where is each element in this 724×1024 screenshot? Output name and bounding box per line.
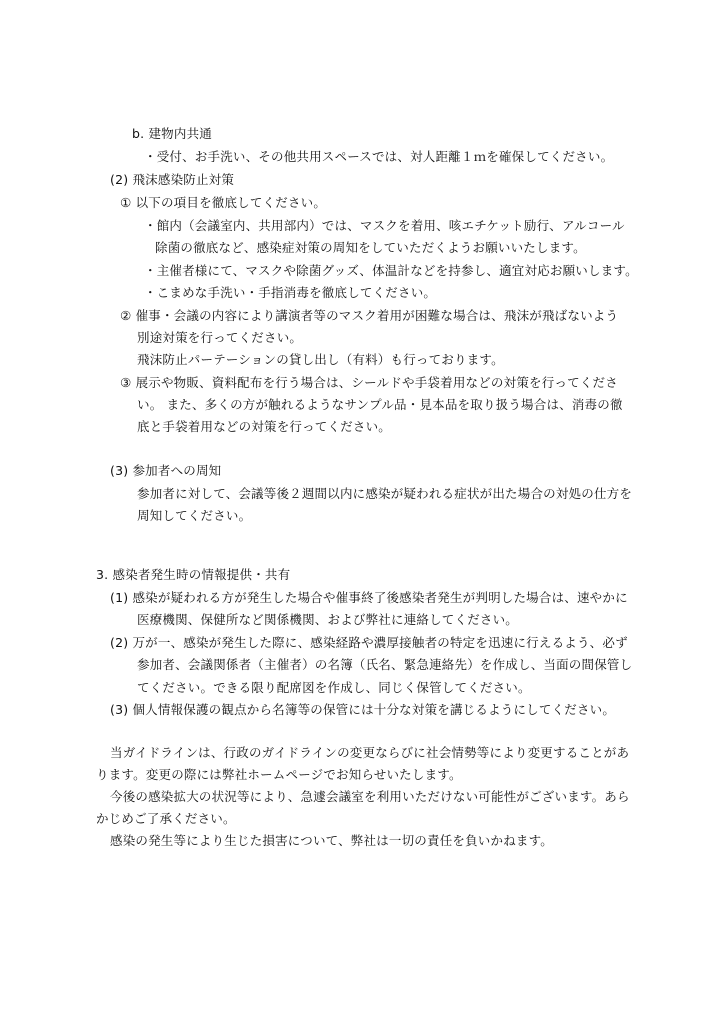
- closing-1-line-1: 当ガイドラインは、行政のガイドラインの変更ならびに社会情勢等により変更することがあ: [110, 745, 630, 760]
- main-3-1-line-2: 医療機関、保健所など関係機関、および弊社に連絡してください。: [137, 612, 519, 627]
- section-3-line-2: 周知してください。: [137, 508, 252, 523]
- section-2-3-line-2: い。 また、多くの方が触れるようなサンプル品・見本品を取り扱う場合は、消毒の徹: [137, 397, 623, 412]
- section-2-2-line-2: 別途対策を行ってください。: [137, 330, 303, 345]
- section-3-heading: (3) 参加者への周知: [110, 463, 222, 478]
- closing-3-line-1: 感染の発生等により生じた損害について、弊社は一切の責任を負いかねます。: [110, 833, 554, 848]
- closing-1-line-2: ります。変更の際には弊社ホームページでお知らせいたします。: [96, 767, 462, 782]
- section-2-heading: (2) 飛沫感染防止対策: [110, 172, 235, 187]
- section-2-1-text: ① 以下の項目を徹底してください。: [120, 195, 327, 210]
- main-3-3-line-1: (3) 個人情報保護の観点から名簿等の保管には十分な対策を講じるようにしてください。: [110, 702, 616, 717]
- section-2-1-bullet-2: ・主催者様にて、マスクや除菌グッズ、体温計などを持参し、適宜対応お願いします。: [144, 263, 638, 278]
- section-3-line-1: 参加者に対して、会議等後２週間以内に感染が疑われる症状が出た場合の対処の仕方を: [137, 486, 633, 501]
- section-2-1-bullet-1-line-1: ・館内（会議室内、共用部内）では、マスクを着用、咳エチケット励行、アルコール: [144, 218, 625, 233]
- main-3-2-line-1: (2) 万が一、感染が発生した際に、感染経路や濃厚接触者の特定を迅速に行えるよう、必ず: [110, 635, 628, 650]
- section-2-2-line-3: 飛沫防止パーテーションの貸し出し（有料）も行っております。: [137, 352, 504, 367]
- section-b-heading: b. 建物内共通: [132, 126, 212, 141]
- main-3-1-line-1: (1) 感染が疑われる方が発生した場合や催事終了後感染者発生が判明した場合は、速やかに: [110, 590, 628, 605]
- section-2-1-bullet-1-line-2: 除菌の徹底など、感染症対策の周知をしていただくようお願いいたします。: [155, 240, 586, 255]
- main-section-3-heading: 3. 感染者発生時の情報提供・共有: [96, 567, 291, 582]
- closing-2-line-2: かじめご了承ください。: [96, 811, 236, 826]
- closing-2-line-1: 今後の感染拡大の状況等により、急遽会議室を利用いただけない可能性がございます。あら: [110, 789, 630, 804]
- section-2-2-line-1: ② 催事・会議の内容により講演者等のマスク着用が困難な場合は、飛沫が飛ばないよう: [120, 308, 619, 323]
- section-b-item: ・受付、お手洗い、その他共用スペースでは、対人距離１ｍを確保してください。: [144, 149, 614, 164]
- section-2-3-line-3: 底と手袋着用などの対策を行ってください。: [137, 419, 392, 434]
- section-2-3-line-1: ③ 展示や物販、資料配布を行う場合は、シールドや手袋着用などの対策を行ってくださ: [120, 375, 618, 390]
- main-3-2-line-3: てください。できる限り配席図を作成し、同じく保管してください。: [137, 680, 531, 695]
- section-2-1-bullet-3: ・こまめな手洗い・手指消毒を徹底してください。: [144, 285, 437, 300]
- main-3-2-line-2: 参加者、会議関係者（主催者）の名簿（氏名、緊急連絡先）を作成し、当面の間保管し: [137, 657, 633, 672]
